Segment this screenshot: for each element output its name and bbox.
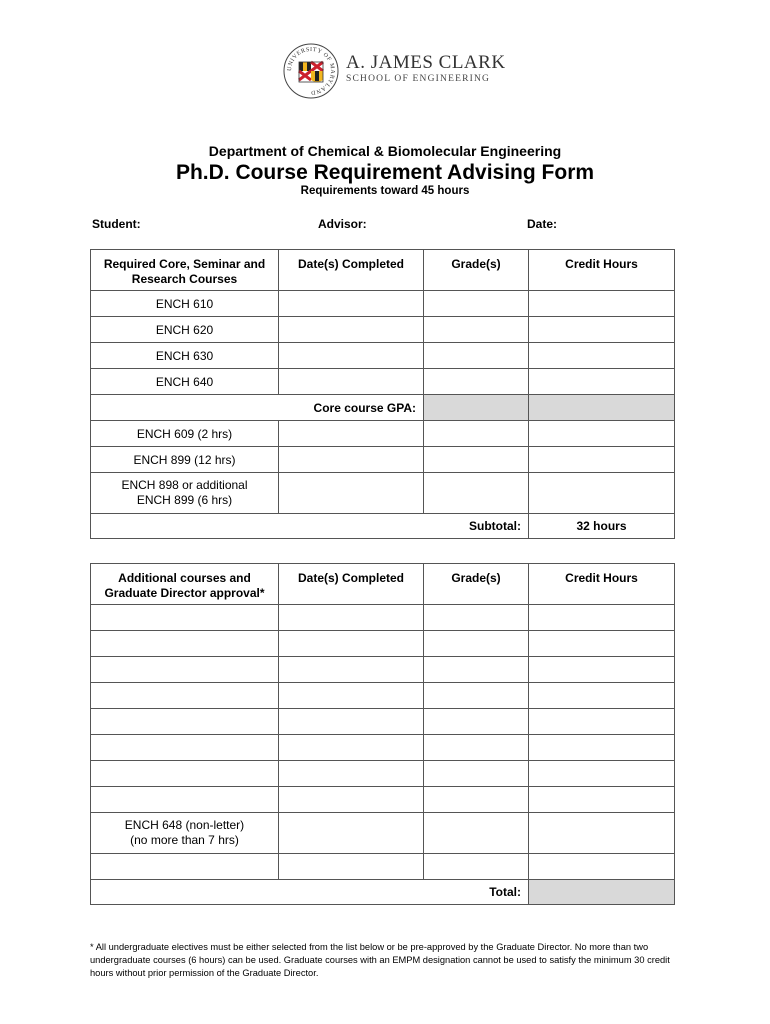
date-cell[interactable] [279, 421, 424, 447]
course-cell[interactable] [91, 683, 279, 709]
empty-course-row [91, 787, 675, 813]
course-name: ENCH 610 [91, 291, 279, 317]
grade-cell[interactable] [424, 657, 529, 683]
course-name: ENCH 899 (12 hrs) [91, 447, 279, 473]
date-cell[interactable] [279, 735, 424, 761]
date-cell[interactable] [279, 317, 424, 343]
course-cell[interactable] [91, 787, 279, 813]
course-cell[interactable] [91, 709, 279, 735]
total-label: Total: [91, 880, 529, 905]
table-header-row [91, 564, 675, 605]
credit-cell[interactable] [529, 343, 675, 369]
advisor-field-label[interactable]: Advisor: [318, 217, 367, 231]
column-header: Required Core, Seminar and Research Courses [91, 250, 279, 291]
course-name: ENCH 609 (2 hrs) [91, 421, 279, 447]
date-cell[interactable] [279, 683, 424, 709]
grade-cell[interactable] [424, 735, 529, 761]
column-header: Grade(s) [424, 250, 529, 291]
credit-cell[interactable] [529, 735, 675, 761]
credit-cell[interactable] [529, 683, 675, 709]
date-cell[interactable] [279, 473, 424, 514]
course-cell[interactable] [91, 631, 279, 657]
table-header-row [91, 250, 675, 291]
course-name: ENCH 620 [91, 317, 279, 343]
date-cell[interactable] [279, 709, 424, 735]
credit-cell[interactable] [529, 631, 675, 657]
subtotal-row [91, 514, 675, 539]
date-cell[interactable] [279, 854, 424, 880]
table-row [91, 447, 675, 473]
grade-cell[interactable] [424, 317, 529, 343]
column-header: Grade(s) [424, 564, 529, 605]
date-cell[interactable] [279, 631, 424, 657]
grade-cell[interactable] [424, 709, 529, 735]
grade-cell[interactable] [424, 813, 529, 854]
course-name: ENCH 898 or additional ENCH 899 (6 hrs) [91, 473, 279, 514]
course-cell[interactable] [91, 854, 279, 880]
page-subtitle: Requirements toward 45 hours [300, 185, 470, 197]
course-cell[interactable] [91, 735, 279, 761]
empty-course-row [91, 735, 675, 761]
empty-course-row [91, 631, 675, 657]
table-row [91, 813, 675, 854]
grade-cell[interactable] [424, 473, 529, 514]
table-row [91, 343, 675, 369]
table-row [91, 317, 675, 343]
required-courses-table [90, 249, 675, 539]
gpa-row [91, 395, 675, 421]
date-cell[interactable] [279, 369, 424, 395]
student-field-label[interactable]: Student: [92, 217, 141, 231]
subtotal-value: 32 hours [529, 514, 675, 539]
column-header: Additional courses and Graduate Director approval* [91, 564, 279, 605]
grade-cell[interactable] [424, 761, 529, 787]
empty-course-row [91, 657, 675, 683]
total-row [91, 880, 675, 905]
grade-cell[interactable] [424, 605, 529, 631]
credit-cell[interactable] [529, 787, 675, 813]
credit-cell[interactable] [529, 369, 675, 395]
date-cell[interactable] [279, 813, 424, 854]
date-cell[interactable] [279, 787, 424, 813]
credit-cell[interactable] [529, 317, 675, 343]
course-name: ENCH 630 [91, 343, 279, 369]
empty-course-row [91, 854, 675, 880]
table-row [91, 291, 675, 317]
grade-cell[interactable] [424, 291, 529, 317]
column-header: Credit Hours [529, 564, 675, 605]
course-name: ENCH 640 [91, 369, 279, 395]
empty-course-row [91, 709, 675, 735]
page-title: Ph.D. Course Requirement Advising Form [175, 161, 595, 184]
date-cell[interactable] [279, 447, 424, 473]
credit-cell[interactable] [529, 657, 675, 683]
credit-cell[interactable] [529, 709, 675, 735]
credit-cell[interactable] [529, 854, 675, 880]
credit-cell[interactable] [529, 447, 675, 473]
grade-cell[interactable] [424, 683, 529, 709]
grade-cell[interactable] [424, 343, 529, 369]
date-cell[interactable] [279, 343, 424, 369]
gpa-shaded-cell [424, 395, 529, 421]
date-cell[interactable] [279, 291, 424, 317]
grade-cell[interactable] [424, 369, 529, 395]
column-header: Credit Hours [529, 250, 675, 291]
subtotal-label: Subtotal: [91, 514, 529, 539]
total-value-cell [529, 880, 675, 905]
course-cell[interactable] [91, 605, 279, 631]
column-header: Date(s) Completed [279, 564, 424, 605]
column-header: Date(s) Completed [279, 250, 424, 291]
additional-courses-table [90, 563, 675, 905]
department-name: Department of Chemical & Biomolecular Engineering [208, 143, 562, 159]
course-name: ENCH 648 (non-letter) (no more than 7 hrs) [91, 813, 279, 854]
credit-cell[interactable] [529, 291, 675, 317]
credit-cell[interactable] [529, 421, 675, 447]
empty-course-row [91, 683, 675, 709]
grade-cell[interactable] [424, 854, 529, 880]
grade-cell[interactable] [424, 447, 529, 473]
credit-cell[interactable] [529, 473, 675, 514]
logo-title: A. JAMES CLARK [346, 52, 506, 73]
table-row [91, 473, 675, 514]
date-field-label[interactable]: Date: [527, 217, 558, 231]
svg-text:UNIVERSITY OF MARYLAND: UNIVERSITY OF MARYLAND [286, 46, 336, 96]
university-seal-icon [282, 40, 340, 102]
date-cell[interactable] [279, 605, 424, 631]
course-cell[interactable] [91, 657, 279, 683]
credit-cell[interactable] [529, 813, 675, 854]
grade-cell[interactable] [424, 631, 529, 657]
credit-cell[interactable] [529, 761, 675, 787]
date-cell[interactable] [279, 761, 424, 787]
table-row [91, 421, 675, 447]
empty-course-row [91, 605, 675, 631]
credit-cell[interactable] [529, 605, 675, 631]
grade-cell[interactable] [424, 787, 529, 813]
gpa-shaded-cell [529, 395, 675, 421]
footnote: * All undergraduate electives must be either selected from the list below or be pre-approved by the Graduate Director. No more than two undergraduate courses (6 hours) can be used. Graduate courses with an EMPM designation cannot be used to satisfy the minimum 30 credit hours without prior permission of the Graduate Director. [90, 942, 670, 978]
logo-subtitle: SCHOOL OF ENGINEERING [346, 74, 491, 84]
date-cell[interactable] [279, 657, 424, 683]
table-row [91, 369, 675, 395]
empty-course-row [91, 761, 675, 787]
gpa-label: Core course GPA: [91, 395, 424, 421]
grade-cell[interactable] [424, 421, 529, 447]
course-cell[interactable] [91, 761, 279, 787]
school-logo [282, 40, 506, 102]
